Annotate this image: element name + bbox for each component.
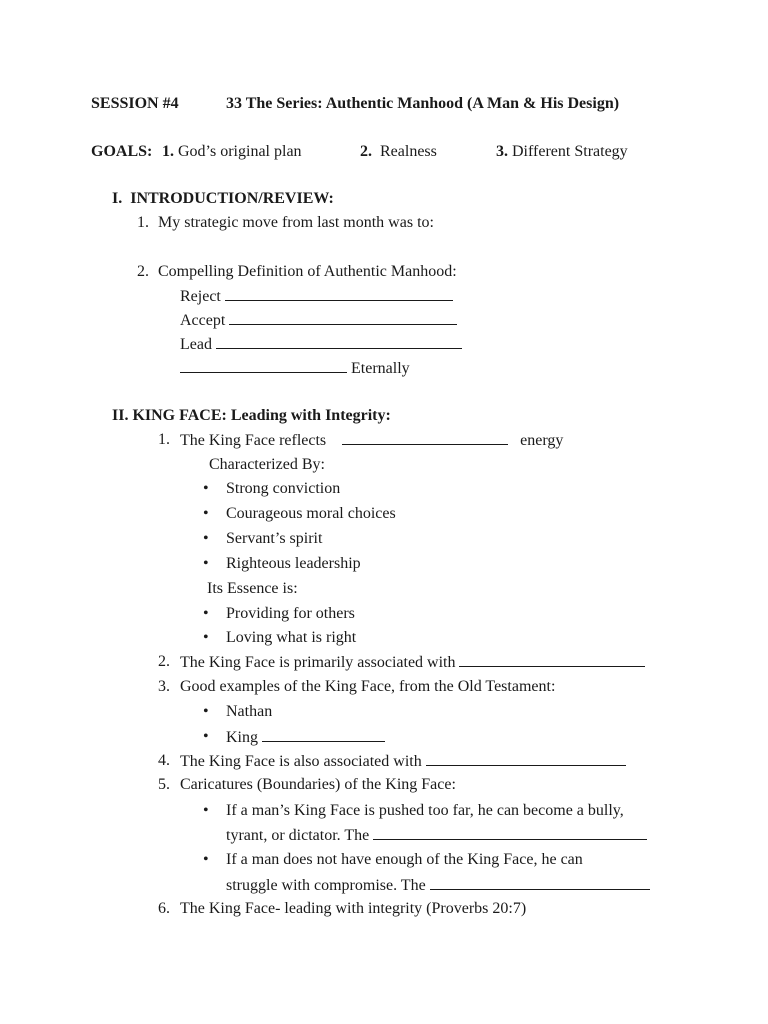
not-enough-blank (430, 875, 650, 890)
section-2-heading-prefix: II. KING FACE: (112, 407, 231, 424)
caricature-2-line-1: If a man does not have enough of the King Face, he can (226, 851, 583, 868)
king-blank (262, 727, 385, 742)
characteristic-4: Righteous leadership (226, 555, 361, 572)
caricature-2-text: struggle with compromise. The (226, 877, 426, 894)
characteristic-3: Servant’s spirit (226, 530, 323, 547)
bullet-icon: • (203, 802, 209, 819)
example-2: King (226, 729, 258, 746)
reject-blank (225, 286, 453, 301)
example-2-line (226, 727, 385, 748)
essence-1: Providing for others (226, 605, 355, 622)
caricature-1-line-1: If a man’s King Face is pushed too far, he can become a bully, (226, 802, 624, 819)
lead-label: Lead (180, 336, 212, 353)
primarily-blank (459, 652, 645, 667)
goal-2-num: 2. (360, 143, 372, 160)
bullet-icon: • (203, 629, 209, 646)
s2-item-1-text: The King Face reflects (180, 432, 327, 449)
s2-item-1-num: 1. (158, 431, 170, 448)
bullet-icon: • (203, 851, 209, 868)
s2-item-5-num: 5. (158, 776, 170, 793)
s2-item-6-text: The King Face- leading with integrity (Proverbs 20:7) (180, 900, 527, 917)
reject-label: Reject (180, 288, 221, 305)
energy-label: energy (520, 432, 564, 449)
essence-label: Its Essence is: (207, 580, 298, 597)
lead-line (180, 334, 462, 355)
bullet-icon: • (203, 555, 209, 572)
goal-3-text: Different Strategy (512, 143, 628, 160)
bullet-icon: • (203, 728, 209, 745)
s2-item-4-num: 4. (158, 752, 170, 769)
s2-item-3-text: Good examples of the King Face, from the Old Testament: (180, 678, 556, 695)
accept-label: Accept (180, 312, 226, 329)
s2-item-2-line (180, 652, 645, 673)
reject-line (180, 286, 453, 307)
accept-blank (229, 310, 457, 325)
s2-item-5-text: Caricatures (Boundaries) of the King Face: (180, 776, 456, 793)
essence-2: Loving what is right (226, 629, 357, 646)
section-2-heading (112, 406, 391, 426)
goal-3-num: 3. (496, 143, 508, 160)
characteristic-1: Strong conviction (226, 480, 341, 497)
goal-1-text: God’s original plan (178, 143, 302, 160)
energy-blank (342, 430, 508, 445)
s2-item-3-num: 3. (158, 678, 170, 695)
caricature-1-line-2 (226, 825, 647, 846)
goal-2 (360, 142, 437, 162)
example-1: Nathan (226, 703, 273, 720)
goal-1-num: 1. (162, 143, 174, 160)
goal-3 (496, 142, 628, 162)
s2-item-1-line (180, 430, 563, 451)
bullet-icon: • (203, 505, 209, 522)
goals-label: GOALS: (91, 143, 153, 160)
bullet-icon: • (203, 605, 209, 622)
session-number: SESSION #4 (91, 95, 179, 112)
goal-2-text: Realness (380, 143, 437, 160)
s2-item-4-line (180, 751, 626, 772)
characterized-label: Characterized By: (209, 456, 325, 473)
bullet-icon: • (203, 530, 209, 547)
s1-item-1-text: My strategic move from last month was to: (158, 214, 434, 231)
characteristic-2: Courageous moral choices (226, 505, 396, 522)
lead-blank (216, 334, 462, 349)
document-title: 33 The Series: Authentic Manhood (A Man & His Design) (226, 95, 620, 112)
caricature-2-line-2 (226, 875, 650, 896)
s1-item-2-text: Compelling Definition of Authentic Manhood: (158, 263, 457, 280)
eternally-blank (180, 358, 347, 373)
too-far-blank (373, 825, 647, 840)
s2-item-4-text: The King Face is also associated with (180, 753, 422, 770)
s2-item-2-text: The King Face is primarily associated with (180, 654, 456, 671)
accept-line (180, 310, 457, 331)
eternally-line (180, 358, 410, 379)
s1-item-2-num: 2. (137, 263, 149, 280)
s1-item-1-num: 1. (137, 214, 149, 231)
bullet-icon: • (203, 480, 209, 497)
section-1-heading: I. INTRODUCTION/REVIEW: (112, 190, 334, 207)
s2-item-2-num: 2. (158, 653, 170, 670)
section-2-heading-title: Leading with Integrity: (230, 407, 391, 424)
bullet-icon: • (203, 703, 209, 720)
caricature-1-text: tyrant, or dictator. The (226, 827, 370, 844)
s2-item-6-num: 6. (158, 900, 170, 917)
also-blank (426, 751, 626, 766)
goal-1 (162, 142, 302, 162)
eternally-label: Eternally (351, 360, 410, 377)
